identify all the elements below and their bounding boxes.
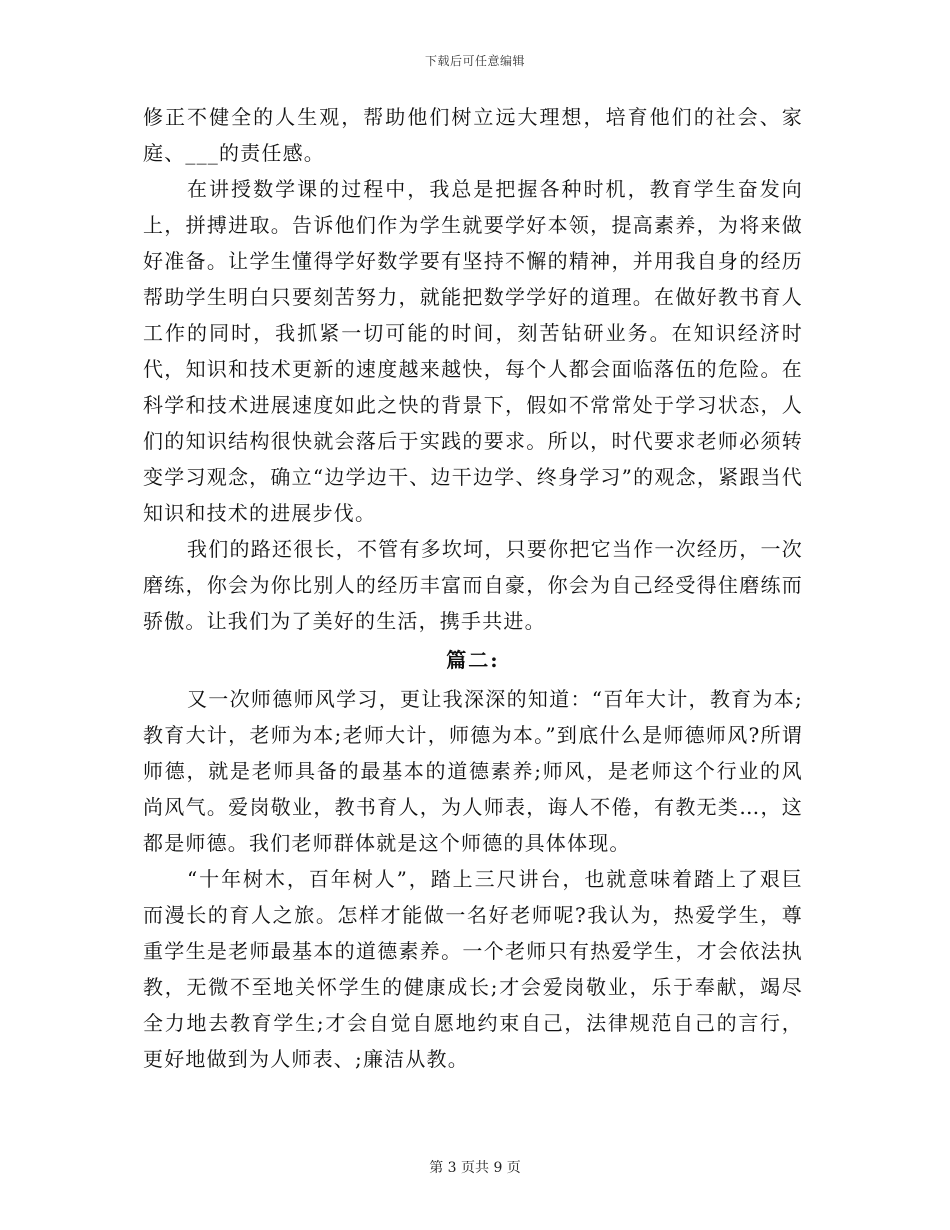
paragraph-teacher-ethics: 又一次师德师风学习，更让我深深的知道：“百年大计，教育为本;教育大计，老师为本;老师大计，师德为本。”到底什么是师德师风?所谓师德，就是老师具备的最基本的道德素养;师风，是老师这个行业的风尚风气。爱岗敬业，教书育人，为人师表，诲人不倦，有教无类…，这都是师德。我们老师群体就是这个师德的具体体现。 bbox=[143, 687, 803, 855]
paragraph-good-teacher: “十年树木，百年树人”，踏上三尺讲台，也就意味着踏上了艰巨而漫长的育人之旅。怎样才能做一名好老师呢?我认为，热爱学生，尊重学生是老师最基本的道德素养。一个老师只有热爱学生，才会依法执教，无微不至地关怀学生的健康成长;才会爱岗敬业，乐于奉献，竭尽全力地去教育学生;才会自觉自愿地约束自己，法律规范自己的言行，更好地做到为人师表、;廉洁从教。 bbox=[143, 867, 803, 1071]
page-footer: 第 3 页共 9 页 bbox=[429, 1160, 521, 1176]
paragraph-continued: 修正不健全的人生观，帮助他们树立远大理想，培育他们的社会、家庭、___的责任感。 bbox=[143, 105, 803, 165]
paragraph-teaching-math: 在讲授数学课的过程中，我总是把握各种时机，教育学生奋发向上，拼搏进取。告诉他们作为学生就要学好本领，提高素养，为将来做好准备。让学生懂得学好数学要有坚持不懈的精神，并用我自身的经历帮助学生明白只要刻苦努力，就能把数学学好的道理。在做好教书育人工作的同时，我抓紧一切可能的时间，刻苦钻研业务。在知识经济时代，知识和技术更新的速度越来越快，每个人都会面临落伍的危险。在科学和技术进展速度如此之快的背景下，假如不常常处于学习状态，人们的知识结构很快就会落后于实践的要求。所以，时代要求老师必须转变学习观念，确立“边学边干、边干边学、终身学习”的观念，紧跟当代知识和技术的进展步伐。 bbox=[143, 177, 803, 525]
section-title: 篇二: bbox=[446, 648, 500, 672]
page-header: 下载后可任意编辑 bbox=[424, 54, 525, 68]
document-body bbox=[143, 99, 803, 1077]
paragraph-long-road: 我们的路还很长，不管有多坎坷，只要你把它当作一次经历，一次磨练，你会为你比别人的经历丰富而自豪，你会为自己经受得住磨练而骄傲。让我们为了美好的生活，携手共进。 bbox=[143, 537, 803, 633]
